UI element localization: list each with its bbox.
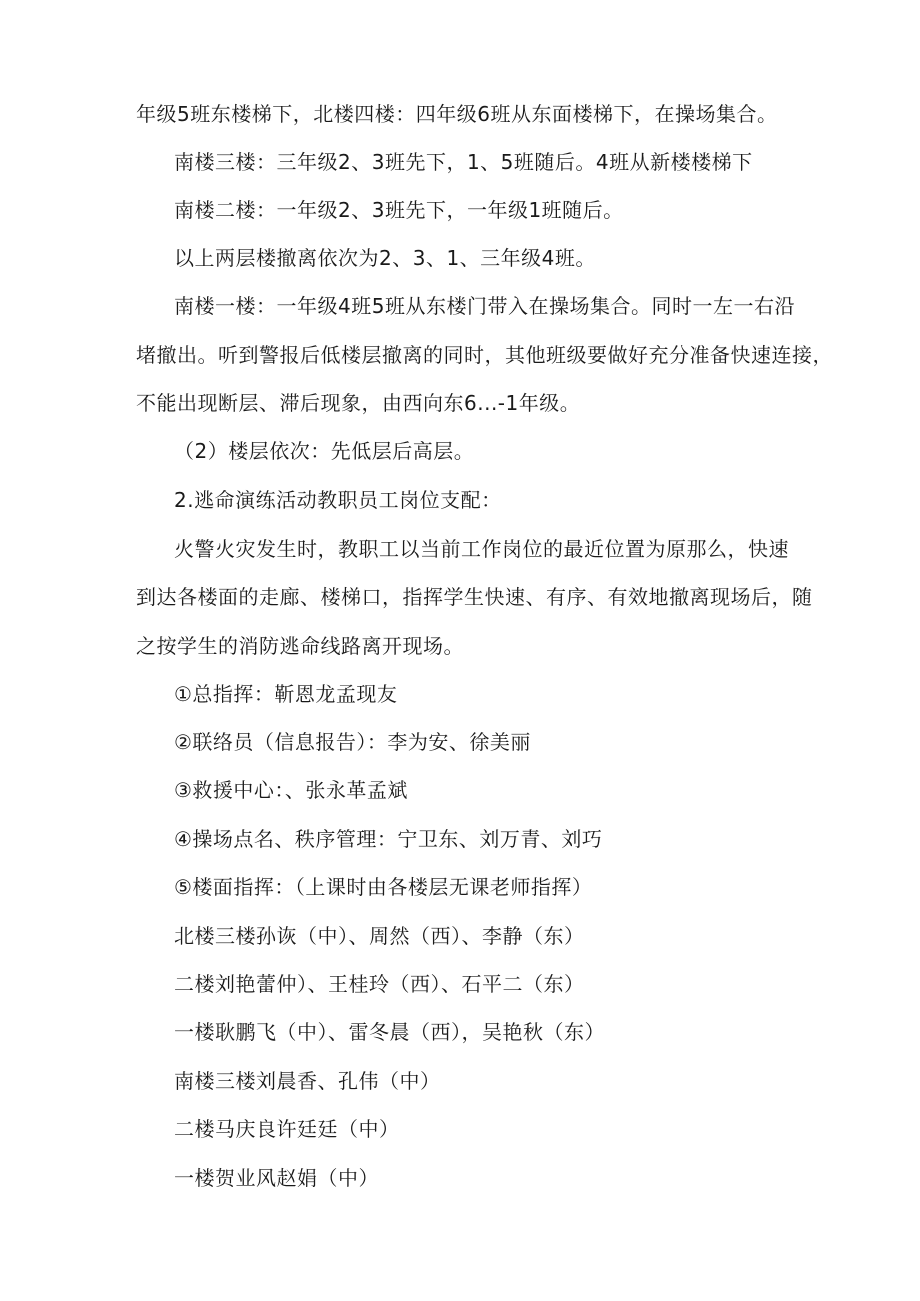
text-line: 一楼耿鹏飞（中）、雷冬晨（西），吴艳秋（东） (174, 1020, 605, 1044)
text-line: 年级5班东楼梯下，北楼四楼：四年级6班从东面楼梯下，在操场集合。 (136, 102, 778, 126)
text-line: （2）楼层依次：先低层后高层。 (174, 439, 475, 463)
text-line: 二楼刘艳蕾仲）、王桂玲（西）、石平二（东） (174, 972, 585, 996)
text-line: 以上两层楼撤离依次为2、3、1、三年级4班。 (174, 246, 596, 270)
text-line: 南楼三楼刘晨香、孔伟（中） (174, 1069, 441, 1093)
section-heading: 2.逃命演练活动教职员工岗位支配： (174, 488, 502, 512)
list-item: ④操场点名、秩序管理：宁卫东、刘万青、刘巧 (174, 827, 603, 851)
text-line: 到达各楼面的走廊、楼梯口，指挥学生快速、有序、有效地撤离现场后，随 (136, 585, 813, 609)
text-line: 二楼马庆良许廷廷（中） (174, 1117, 400, 1141)
text-line: 北楼三楼孙诙（中）、周然（西）、李静（东） (174, 924, 585, 948)
list-item: ⑤楼面指挥：（上课时由各楼层无课老师指挥） (174, 875, 593, 899)
text-line: 堵撤出。听到警报后低楼层撤离的同时，其他班级要做好充分准备快速连接， (136, 343, 833, 367)
text-line: 火警火灾发生时，教职工以当前工作岗位的最近位置为原那么，快速 (174, 537, 789, 561)
list-item: ②联络员（信息报告）：李为安、徐美丽 (174, 730, 531, 754)
text-line: 不能出现断层、滞后现象，由西向东6...-1年级。 (136, 391, 581, 415)
text-line: 南楼一楼：一年级4班5班从东楼门带入在操场集合。同时一左一右沿 (174, 294, 795, 318)
list-item: ③救援中心：、张永革孟斌 (174, 778, 408, 802)
text-line: 一楼贺业风赵娟（中） (174, 1166, 379, 1190)
text-line: 南楼二楼：一年级2、3班先下，一年级1班随后。 (174, 198, 624, 222)
list-item: ①总指挥：靳恩龙孟现友 (174, 682, 398, 706)
text-line: 之按学生的消防逃命线路离开现场。 (136, 634, 464, 658)
text-line: 南楼三楼：三年级2、3班先下，1、5班随后。4班从新楼楼梯下 (174, 150, 753, 174)
